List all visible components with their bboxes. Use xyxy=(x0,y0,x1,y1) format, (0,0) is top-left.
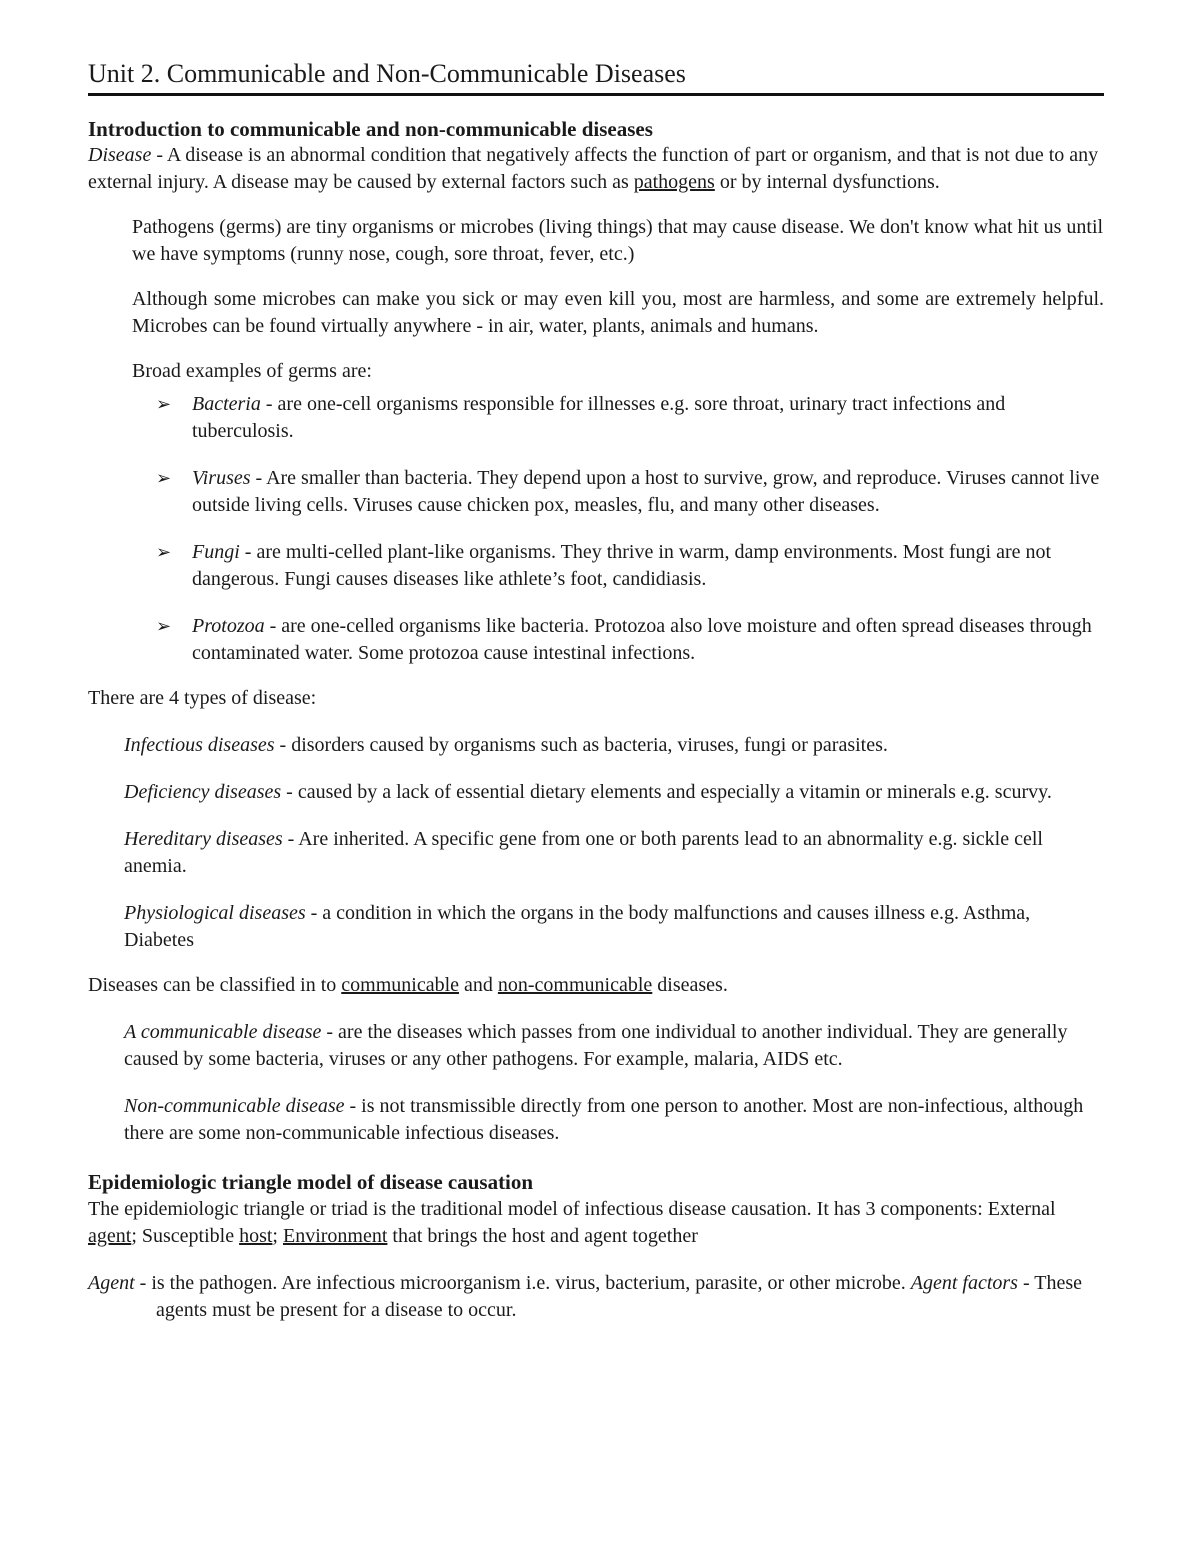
communicable-definition xyxy=(124,1019,1104,1073)
pathogens-paragraph: Pathogens (germs) are tiny organisms or microbes (living things) that may cause disease. We don't know what hit us until we have symptoms (runny nose, cough, sore throat, fever, etc.) xyxy=(132,216,1104,266)
disease-term: Disease xyxy=(88,144,152,167)
agent-link: agent xyxy=(88,1224,132,1247)
type-text: - caused by a lack of essential dietary elements and especially a vitamin or minerals e.g. scurvy. xyxy=(281,781,1052,804)
disease-definition xyxy=(88,142,1104,196)
type-text: - Are inherited. A specific gene from one or both parents lead to an abnormality e.g. sickle cell anemia. xyxy=(124,828,1043,878)
agent-factors-term: Agent factors xyxy=(910,1271,1018,1294)
host-link: host xyxy=(239,1224,273,1247)
type-physiological xyxy=(124,900,1104,954)
triangle-paragraph xyxy=(88,1196,1104,1250)
types-lead: There are 4 types of disease: xyxy=(88,687,317,710)
triangle-sep1: ; Susceptible xyxy=(131,1224,240,1247)
document-page xyxy=(88,58,1104,1324)
non-communicable-text: - is not transmissible directly from one person to another. Most are non-infectious, although there are some non-communicable infectious diseases. xyxy=(124,1095,1084,1145)
unit-title: Unit 2. Communicable and Non-Communicable Diseases xyxy=(88,58,1104,96)
non-communicable-term: Non-communicable disease xyxy=(124,1095,345,1118)
arrow-bullet-icon: ➢ xyxy=(156,542,172,564)
triangle-text-before: The epidemiologic triangle or triad is the traditional model of infectious disease causation. It has 3 components: External xyxy=(88,1197,1056,1220)
arrow-bullet-icon: ➢ xyxy=(156,468,172,490)
classification-lead xyxy=(88,972,1104,999)
non-communicable-link: non-communicable xyxy=(497,974,653,997)
pathogens-link: pathogens xyxy=(633,171,715,194)
list-item-fungi xyxy=(156,539,1104,593)
type-term: Hereditary diseases xyxy=(124,828,283,851)
list-item-bacteria xyxy=(156,391,1104,445)
agent-definition xyxy=(88,1270,1104,1324)
germ-term: Protozoa xyxy=(192,615,265,638)
germ-text: - Are smaller than bacteria. They depend upon a host to survive, grow, and reproduce. Viruses cannot live outside living cells. Viruses cause chicken pox, measles, flu, and many other diseases. xyxy=(192,467,1100,517)
type-hereditary xyxy=(124,826,1104,880)
germs-lead: Broad examples of germs are: xyxy=(132,360,372,383)
germs-list xyxy=(88,391,1104,667)
disease-text-before: - A disease is an abnormal condition that negatively affects the function of part or organism, and that is not due to any external injury. A disease may be caused by external factors such as xyxy=(88,144,1099,194)
communicable-text: - are the diseases which passes from one individual to another individual. They are generally caused by some bacteria, viruses or any other pathogens. For example, malaria, AIDS etc. xyxy=(124,1021,1068,1071)
type-text: - disorders caused by organisms such as bacteria, viruses, fungi or parasites. xyxy=(274,734,888,757)
type-text: - a condition in which the organs in the body malfunctions and causes illness e.g. Asthma, Diabetes xyxy=(124,902,1031,952)
germ-text: - are one-celled organisms like bacteria. Protozoa also love moisture and often spread diseases through contaminated water. Some protozoa cause intestinal infections. xyxy=(192,615,1092,665)
communicable-link: communicable xyxy=(341,974,459,997)
triangle-text-after: that brings the host and agent together xyxy=(387,1224,698,1247)
germ-text: - are multi-celled plant-like organisms. They thrive in warm, damp environments. Most fungi are not dangerous. Fungi causes diseases like athlete’s foot, candidiasis. xyxy=(192,541,1052,591)
type-deficiency xyxy=(124,779,1104,806)
communicable-term: A communicable disease xyxy=(124,1021,322,1044)
classification-text-after: diseases. xyxy=(652,974,728,997)
disease-text-after: or by internal dysfunctions. xyxy=(714,171,940,194)
microbes-paragraph: Although some microbes can make you sick or may even kill you, most are harmless, and some are extremely helpful. Microbes can be found virtually anywhere - in air, water, plants, animals and humans. xyxy=(132,288,1104,338)
type-infectious xyxy=(124,732,1104,759)
environment-link: Environment xyxy=(282,1224,388,1247)
germ-term: Viruses xyxy=(192,467,251,490)
germ-term: Fungi xyxy=(192,541,240,564)
list-item-protozoa xyxy=(156,613,1104,667)
type-term: Infectious diseases xyxy=(124,734,275,757)
type-term: Deficiency diseases xyxy=(124,781,282,804)
list-item-viruses xyxy=(156,465,1104,519)
germ-term: Bacteria xyxy=(192,393,261,416)
germ-text: - are one-cell organisms responsible for illnesses e.g. sore throat, urinary tract infections and tuberculosis. xyxy=(192,393,1006,443)
non-communicable-definition xyxy=(124,1093,1104,1147)
triangle-sep2: ; xyxy=(272,1224,283,1247)
arrow-bullet-icon: ➢ xyxy=(156,394,172,416)
type-term: Physiological diseases xyxy=(124,902,306,925)
agent-term: Agent xyxy=(88,1271,135,1294)
agent-text: - is the pathogen. Are infectious microorganism i.e. virus, bacterium, parasite, or other microbe. xyxy=(134,1271,911,1294)
intro-heading: Introduction to communicable and non-communicable diseases xyxy=(88,117,653,142)
classification-text-mid: and xyxy=(459,974,498,997)
agent-factors-text: - These agents must be present for a disease to occur. xyxy=(156,1271,1083,1321)
triangle-heading: Epidemiologic triangle model of disease causation xyxy=(88,1170,534,1195)
classification-text-before: Diseases can be classified in to xyxy=(88,974,342,997)
arrow-bullet-icon: ➢ xyxy=(156,616,172,638)
